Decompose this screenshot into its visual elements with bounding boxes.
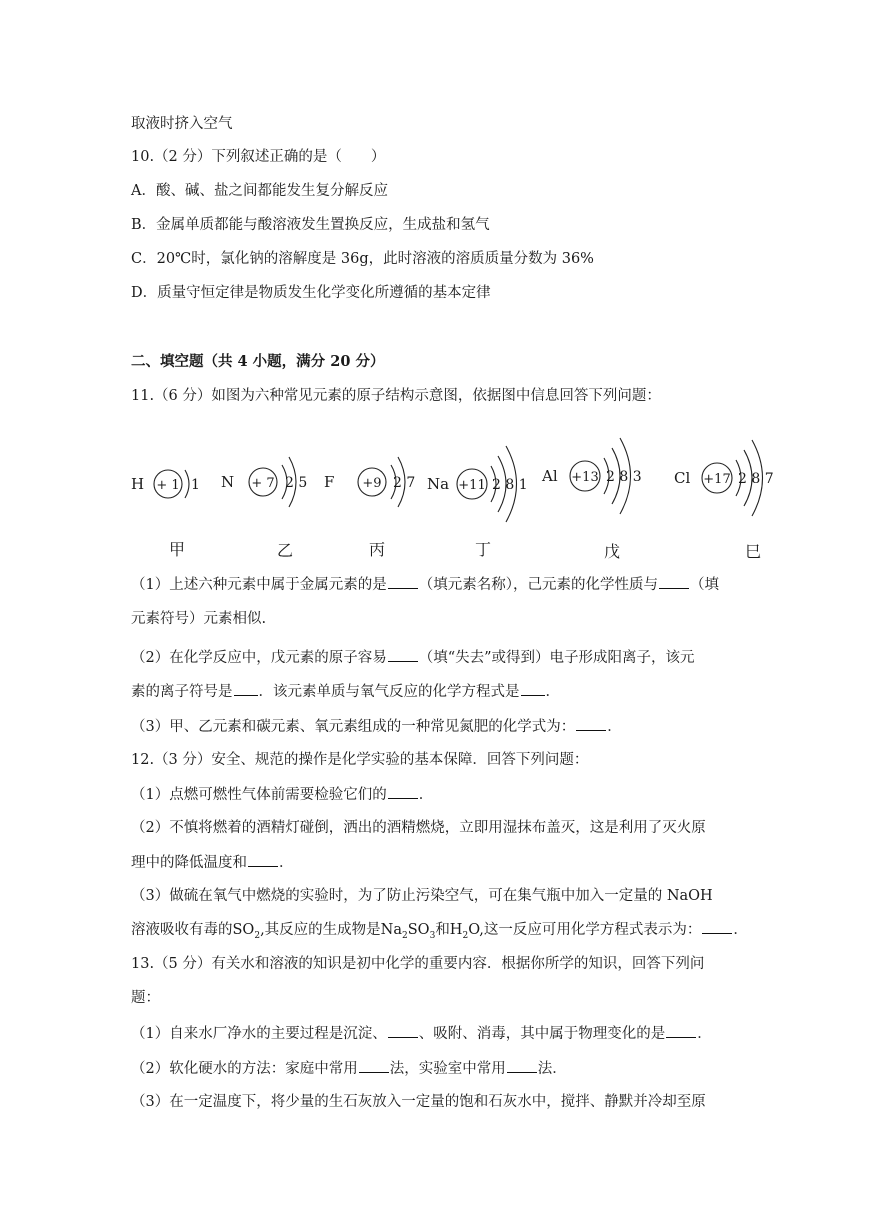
answer-blank (507, 1058, 537, 1073)
q10-option-a: A．酸、碱、盐之间都能发生复分解反应 (131, 183, 388, 199)
q12-part3-line1: （3）做硫在氧气中燃烧的实验时，为了防止污染空气，可在集气瓶中加入一定量的 NaOH (131, 888, 713, 904)
nucleus-charge-h: + 1 (156, 478, 180, 493)
atom-symbol-h: H (131, 475, 145, 493)
atom-symbol-na: Na (427, 475, 450, 493)
q10-option-d: D．质量守恒定律是物质发生化学变化所遵循的基本定律 (131, 285, 491, 301)
answer-blank (659, 574, 689, 589)
electron-count-na: 2 8 1 (492, 477, 528, 493)
electron-count-cl: 2 8 7 (738, 471, 774, 487)
q11-part1-line2: 元素符号）元素相似. (131, 611, 267, 627)
answer-blank (666, 1023, 696, 1038)
q11-part2-line2: 素的离子符号是 ．该元素单质与氧气反应的化学方程式是 ． (131, 681, 560, 702)
q12-stem: 12.（3 分）安全、规范的操作是化学实验的基本保障．回答下列问题： (131, 752, 589, 768)
q13-stem-line1: 13.（5 分）有关水和溶液的知识是初中化学的重要内容．根据你所学的知识，回答下列问 (131, 956, 705, 972)
answer-blank (248, 852, 278, 867)
answer-blank (388, 784, 418, 799)
atom-label-bing: 丙 (368, 540, 386, 559)
q13-part2: （2）软化硬水的方法：家庭中常用 法，实验室中常用 法． (131, 1058, 567, 1079)
nucleus-charge-f: +9 (362, 476, 382, 491)
answer-blank (576, 716, 606, 731)
electron-count-al: 2 8 3 (606, 469, 642, 485)
section-title: 二、填空题（共 4 小题，满分 20 分） (131, 353, 385, 370)
answer-blank (388, 574, 418, 589)
q10-option-b: B．金属单质都能与酸溶液发生置换反应，生成盐和氢气 (131, 217, 490, 233)
q11-part2-line1: （2）在化学反应中，戊元素的原子容易 （填“失去”或得到）电子形成阳离子，该元 (131, 647, 695, 668)
q11-stem: 11.（6 分）如图为六种常见元素的原子结构示意图，依据图中信息回答下列问题： (131, 388, 661, 404)
atom-label-jia: 甲 (168, 540, 186, 559)
atom-symbol-cl: Cl (674, 469, 691, 487)
answer-blank (702, 919, 732, 934)
q12-part2-line2: 理中的降低温度和 ． (131, 852, 294, 873)
answer-blank (388, 1023, 418, 1038)
q10-stem: 10.（2 分）下列叙述正确的是（ ） (131, 149, 386, 165)
q12-part3-line2: 溶液吸收有毒的$SO_2$,其反应的生成物是$Na_2SO_3$和$H_2O$,这一反应可用化学方程式表示为： ． (131, 919, 748, 946)
nucleus-charge-cl: +17 (703, 472, 731, 487)
q11-part3: （3）甲、乙元素和碳元素、氧元素组成的一种常见氮肥的化学式为： ． (131, 716, 622, 737)
q13-part3-line1: （3）在一定温度下，将少量的生石灰放入一定量的饱和石灰水中，搅拌、静默并冷却至原 (131, 1094, 706, 1110)
answer-blank (521, 681, 545, 696)
atom-label-yi: 乙 (276, 541, 294, 560)
atom-symbol-f: F (324, 473, 335, 491)
atomic-structure-diagram (125, 420, 785, 565)
atom-label-wu: 戊 (603, 542, 621, 561)
q12-part2-line1: （2）不慎将燃着的酒精灯碰倒，洒出的酒精燃烧，立即用湿抹布盖灭，这是利用了灭火原 (131, 820, 706, 836)
electron-count-h: 1 (191, 477, 200, 493)
atom-symbol-al: Al (542, 467, 558, 485)
answer-blank (234, 681, 258, 696)
nucleus-charge-al: +13 (571, 470, 599, 485)
q13-stem-line2: 题： (131, 990, 160, 1006)
nucleus-charge-na: +11 (458, 478, 486, 493)
q13-part1: （1）自来水厂净水的主要过程是沉淀、 、吸附、消毒，其中属于物理变化的是 ． (131, 1023, 712, 1044)
electron-count-f: 2 7 (393, 475, 416, 491)
q12-part1: （1）点燃可燃性气体前需要检验它们的 ． (131, 784, 433, 805)
q11-part1-line1: （1）上述六种元素中属于金属元素的是 （填元素名称），己元素的化学性质与 （填 (131, 574, 719, 595)
atom-label-si: 巳 (744, 542, 762, 561)
answer-blank (388, 647, 418, 662)
nucleus-charge-n: + 7 (251, 476, 275, 491)
atom-label-ding: 丁 (474, 540, 492, 559)
q10-option-c: C．20℃时，氯化钠的溶解度是 36g，此时溶液的溶质质量分数为 36% (131, 251, 594, 267)
atom-symbol-n: N (221, 473, 235, 491)
answer-blank (359, 1058, 389, 1073)
electron-count-n: 2 5 (285, 475, 308, 491)
previous-question-tail: 取液时挤入空气 (131, 116, 233, 132)
